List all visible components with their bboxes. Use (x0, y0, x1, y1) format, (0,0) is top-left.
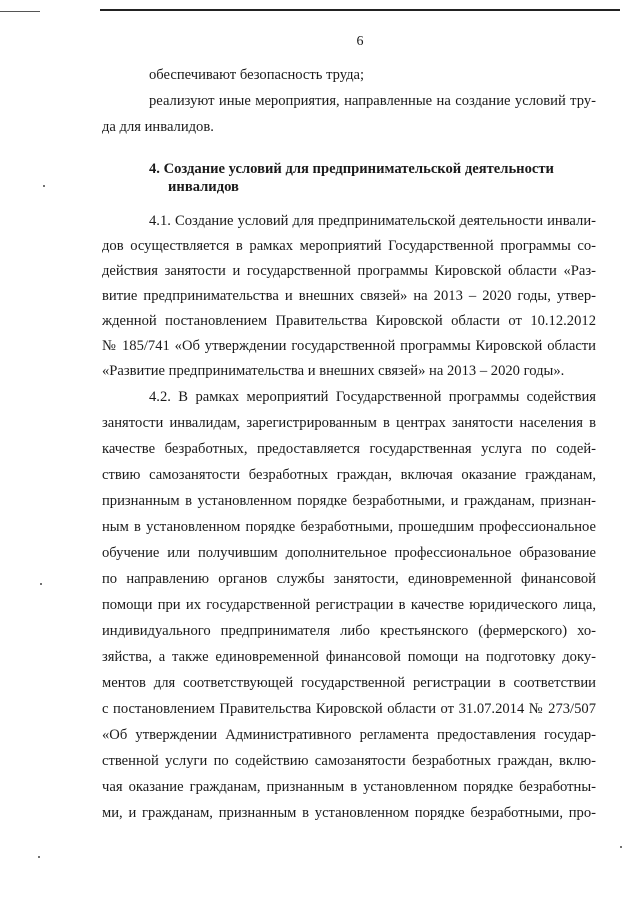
text-line: качестве безработных, предоставляется государственная услуга по содей- (102, 441, 596, 457)
text-line: занятости инвалидам, зарегистрированным в центрах занятости населения в (102, 415, 596, 431)
section-heading: инвалидов (168, 179, 239, 195)
text-line: 4.1. Создание условий для предпринимательской деятельности инвали- (149, 213, 596, 229)
text-line: реализуют иные мероприятия, направленные на создание условий тру- (149, 93, 596, 109)
scan-speck (43, 185, 45, 187)
page-number: 6 (356, 34, 364, 49)
text-line: да для инвалидов. (102, 119, 214, 135)
text-line: витие предпринимательства и внешних связей» на 2013 – 2020 годы, утвер- (102, 288, 596, 304)
text-line: обеспечивают безопасность труда; (149, 67, 365, 83)
scan-top-rule (100, 9, 620, 11)
text-line: действия занятости и государственной программы Кировской области «Раз- (102, 263, 596, 279)
text-line: индивидуального предпринимателя либо крестьянского (фермерского) хо- (102, 623, 596, 639)
text-line: ми, и гражданам, признанным в установленном порядке безработными, про- (102, 805, 596, 821)
text-line: № 185/741 «Об утверждении государственной программы Кировской области (102, 338, 596, 354)
text-line: «Развитие предпринимательства и внешних связей» на 2013 – 2020 годы». (102, 363, 565, 379)
text-line: по направлению органов службы занятости, единовременной финансовой (102, 571, 596, 587)
text-line: ственной услуги по содействию самозанятости безработных граждан, вклю- (102, 753, 596, 769)
text-line: ным в установленном порядке безработными, прошедшим профессиональное (102, 519, 596, 535)
text-line: жденной постановлением Правительства Кировской области от 10.12.2012 (102, 313, 596, 329)
text-line: обучение или получившим дополнительное профессиональное образование (102, 545, 596, 561)
scan-speck (38, 856, 40, 858)
text-line: помощи при их государственной регистрации в качестве юридического лица, (102, 597, 596, 613)
text-line: дов осуществляется в рамках мероприятий Государственной программы со- (102, 238, 596, 254)
text-line: признанным в установленном порядке безработными, и гражданам, признан- (102, 493, 596, 509)
text-line: «Об утверждении Административного регламента предоставления государ- (102, 727, 596, 743)
scan-speck (40, 583, 42, 585)
scan-edge-line (0, 11, 40, 12)
scan-speck (620, 846, 622, 848)
text-line: зяйства, а также единовременной финансовой помощи на подготовку доку- (102, 649, 596, 665)
text-line: с постановлением Правительства Кировской области от 31.07.2014 № 273/507 (102, 701, 596, 717)
text-line: ментов для соответствующей государственной регистрации в соответствии (102, 675, 596, 691)
text-line: ствию самозанятости безработных граждан, включая оказание гражданам, (102, 467, 596, 483)
text-line: 4.2. В рамках мероприятий Государственной программы содействия (149, 389, 596, 405)
section-heading: 4. Создание условий для предпринимательской деятельности (149, 161, 554, 177)
text-line: чая оказание гражданам, признанным в установленном порядке безработны- (102, 779, 596, 795)
